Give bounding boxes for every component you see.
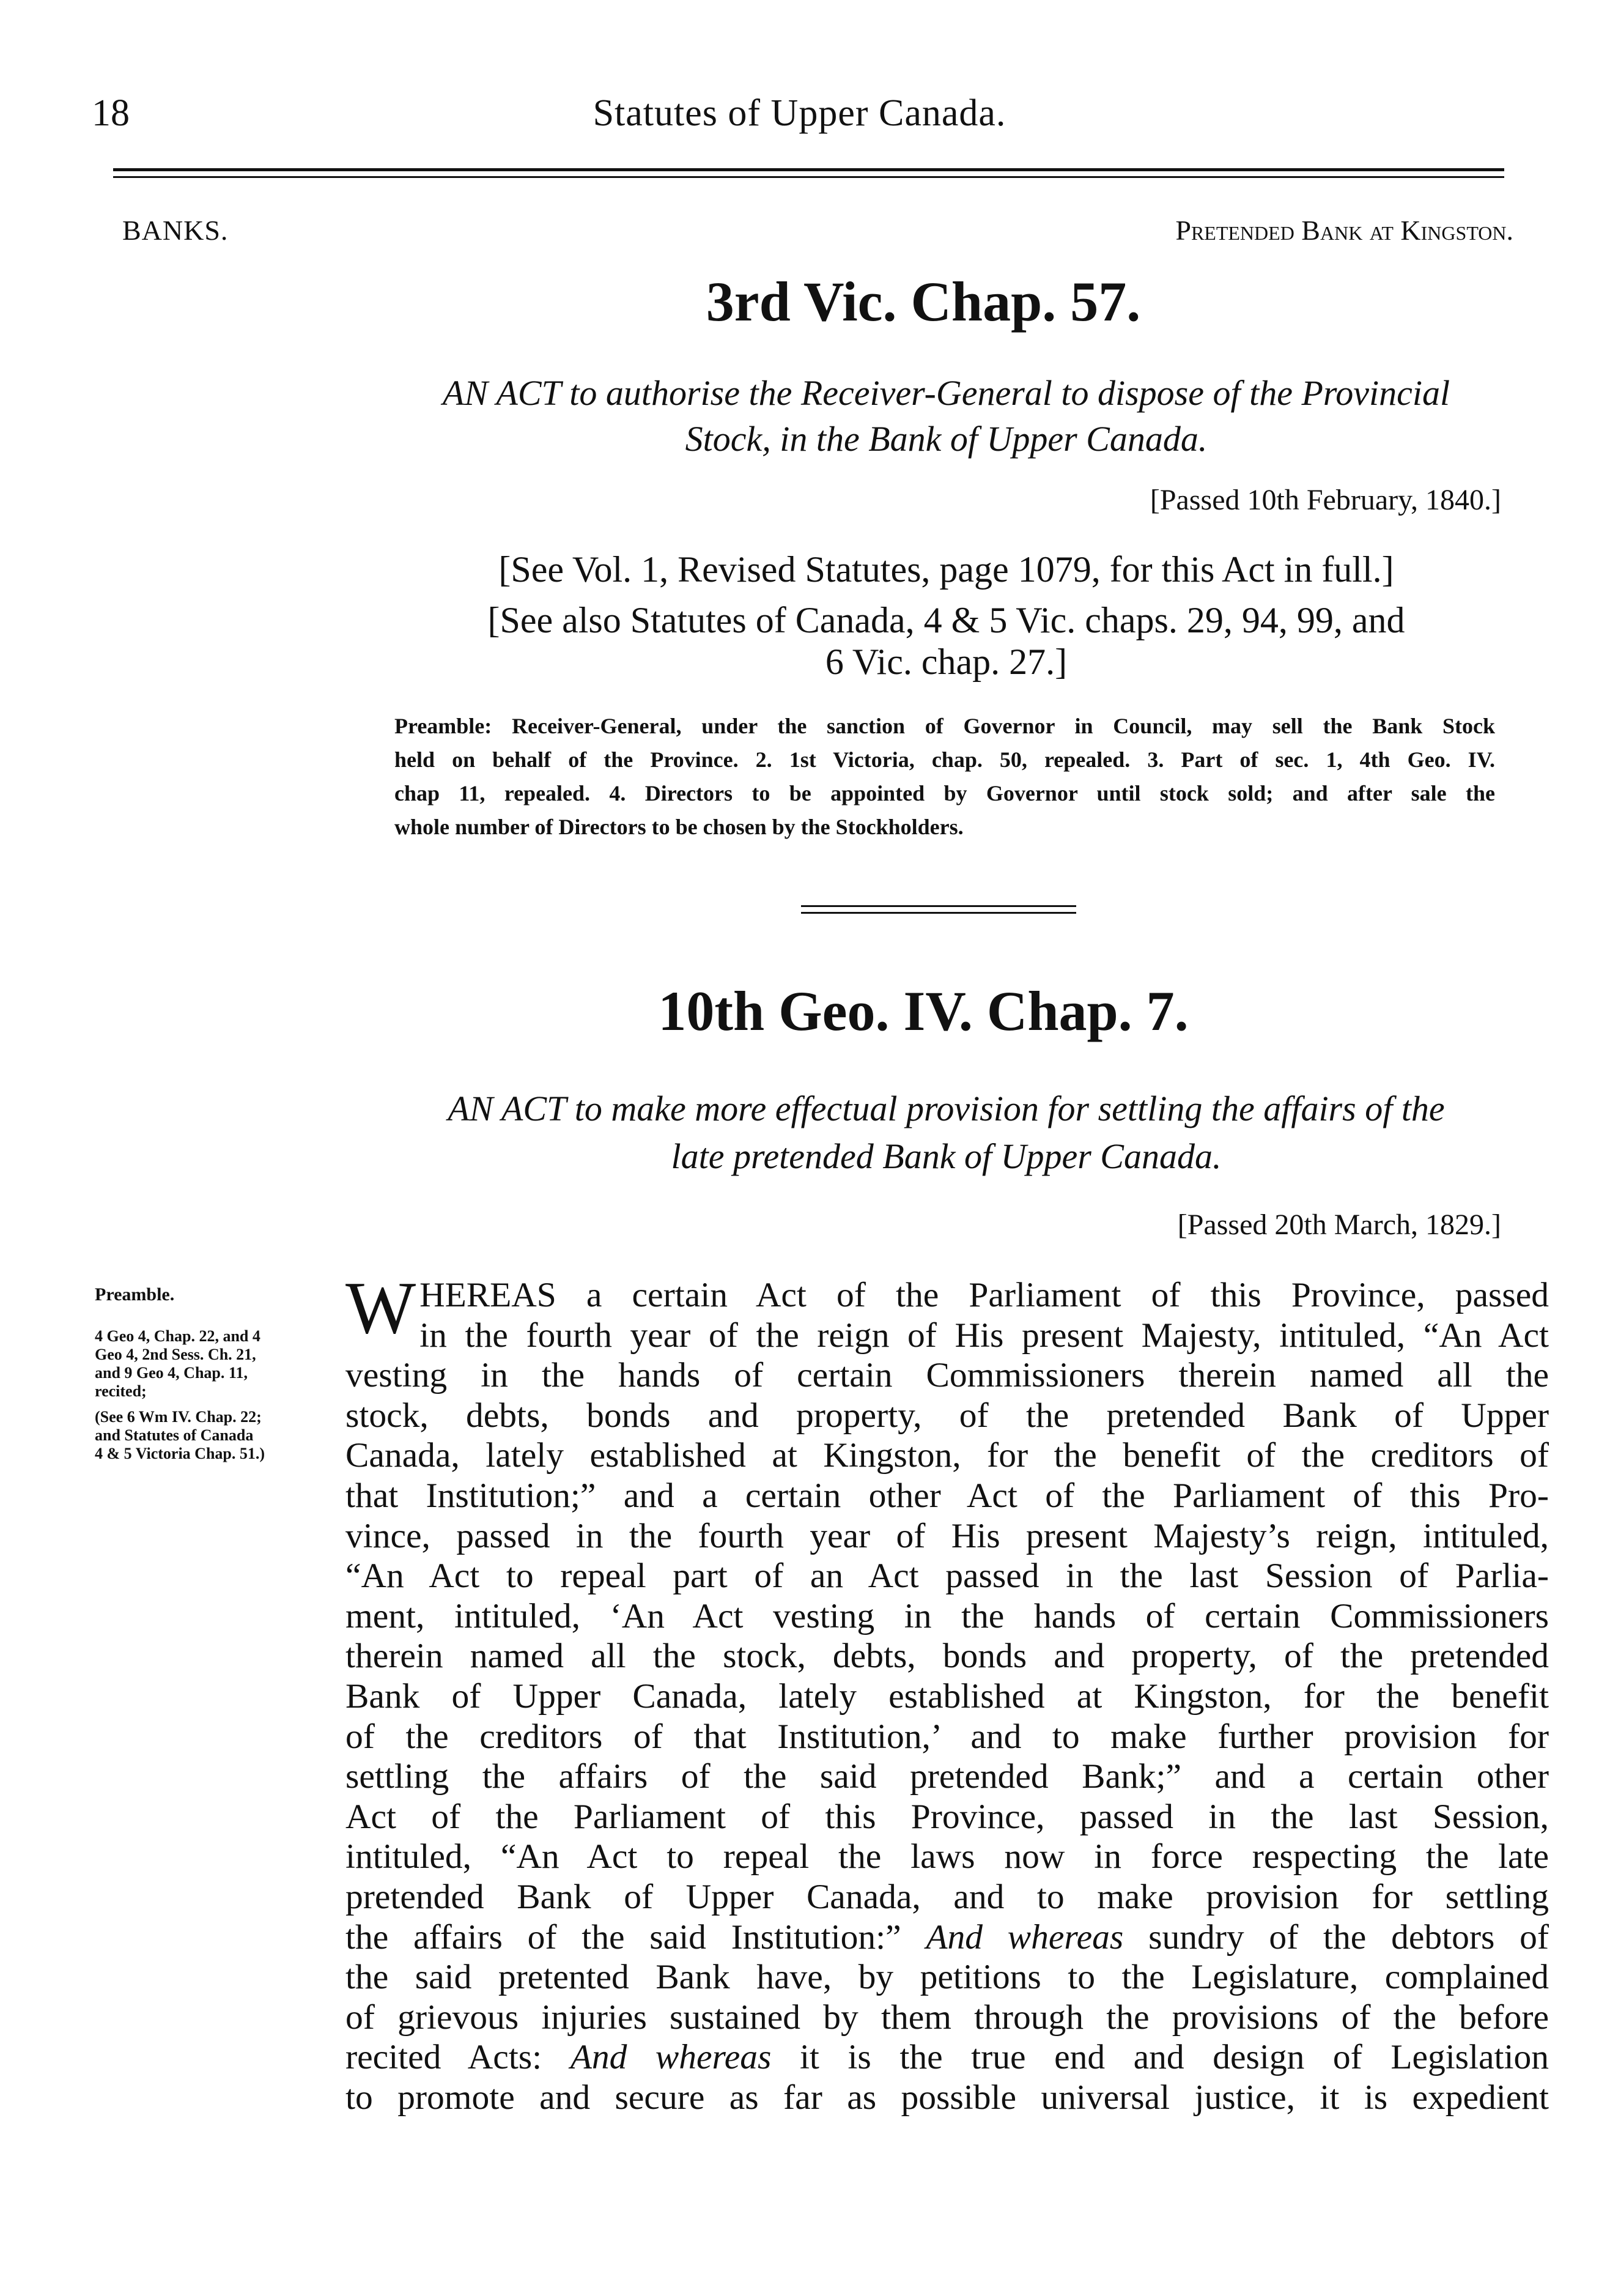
- page-number: 18: [92, 92, 130, 134]
- margin-note-recited: [95, 1327, 339, 1401]
- body-line: in the fourth year of the reign of His present Majesty, intituled, “An Act: [419, 1316, 1549, 1355]
- act1-see-note-1: [See Vol. 1, Revised Statutes, page 1079, for this Act in full.]: [498, 549, 1394, 590]
- body-line-text: it is the true end and design of Legislation: [799, 2038, 1549, 2077]
- act1-summary: [394, 709, 1495, 844]
- body-line: Act of the Parliament of this Province, passed in the last Session,: [345, 1797, 1549, 1836]
- body-line: to promote and secure as far as possible universal justice, it is expedient: [345, 2078, 1549, 2117]
- body-italic: And whereas: [570, 2038, 772, 2077]
- body-line: [345, 1917, 1549, 1958]
- act1-chapter-heading: 3rd Vic. Chap. 57.: [706, 270, 1141, 333]
- right-topic: Pretended Bank at Kingston.: [1175, 215, 1513, 246]
- body-line: vince, passed in the fourth year of His present Majesty’s reign, intituled,: [345, 1516, 1549, 1555]
- act2-title-line1: AN ACT to make more effectual provision for settling the affairs of the: [448, 1089, 1445, 1128]
- body-line: “An Act to repeal part of an Act passed in the last Session of Parlia-: [345, 1557, 1549, 1596]
- margin-note-line: (See 6 Wm IV. Chap. 22;: [95, 1408, 262, 1426]
- margin-note-see: [95, 1408, 339, 1463]
- act1-title-line1: AN ACT to authorise the Receiver-General to dispose of the Provincial: [442, 373, 1450, 413]
- body-line: Bank of Upper Canada, lately established at Kingston, for the benefit: [345, 1676, 1549, 1716]
- act1-see-note-2: [See also Statutes of Canada, 4 & 5 Vic. chaps. 29, 94, 99, and: [487, 600, 1405, 640]
- margin-note-line: Geo 4, 2nd Sess. Ch. 21,: [95, 1346, 256, 1363]
- act2-chapter-heading: 10th Geo. IV. Chap. 7.: [658, 980, 1189, 1042]
- summary-line: held on behalf of the Province. 2. 1st Victoria, chap. 50, repealed. 3. Part of sec. 1, 4th Geo. IV.: [394, 747, 1495, 772]
- margin-note-line: recited;: [95, 1382, 147, 1400]
- act2-title-line2: late pretended Bank of Upper Canada.: [671, 1136, 1222, 1176]
- section-divider: [801, 905, 1076, 914]
- act1-see-note-3: 6 Vic. chap. 27.]: [825, 642, 1068, 682]
- act1-passed-date: [Passed 10th February, 1840.]: [1150, 484, 1501, 516]
- body-line-text: sundry of the debtors of: [1148, 1917, 1549, 1957]
- body-line-text: the affairs of the said Institution:”: [345, 1917, 901, 1957]
- act2-passed-date: [Passed 20th March, 1829.]: [1177, 1209, 1501, 1241]
- margin-note-line: and 9 Geo 4, Chap. 11,: [95, 1364, 248, 1382]
- body-line: the said pretented Bank have, by petitions to the Legislature, complained: [345, 1958, 1549, 1997]
- body-line-text: recited Acts:: [345, 2038, 542, 2077]
- body-line: therein named all the stock, debts, bonds and property, of the pretended: [345, 1637, 1549, 1676]
- body-line: that Institution;” and a certain other Act of the Parliament of this Pro-: [345, 1476, 1549, 1515]
- body-line: settling the affairs of the said pretended Bank;” and a certain other: [345, 1757, 1549, 1796]
- summary-line: whole number of Directors to be chosen by the Stockholders.: [394, 815, 964, 839]
- body-line: intituled, “An Act to repeal the laws now in force respecting the late: [345, 1837, 1549, 1876]
- summary-line: Preamble: Receiver-General, under the sanction of Governor in Council, may sell the Bank Stock: [394, 714, 1495, 738]
- margin-note-line: 4 & 5 Victoria Chap. 51.): [95, 1445, 265, 1462]
- margin-notes: [95, 1284, 339, 1463]
- body-line: ment, intituled, ‘An Act vesting in the hands of certain Commissioners: [345, 1596, 1549, 1635]
- margin-note-preamble: Preamble.: [95, 1284, 175, 1305]
- summary-line: chap 11, repealed. 4. Directors to be appointed by Governor until stock sold; and after sale the: [394, 781, 1495, 805]
- body-line: of grievous injuries sustained by them through the provisions of the before: [345, 1998, 1549, 2037]
- margin-note-line: 4 Geo 4, Chap. 22, and 4: [95, 1327, 260, 1345]
- margin-note-line: and Statutes of Canada: [95, 1426, 254, 1444]
- body-line: vesting in the hands of certain Commissioners therein named all the: [345, 1356, 1549, 1395]
- body-italic: And whereas: [926, 1917, 1124, 1957]
- act2-body: [345, 1267, 1549, 2117]
- body-line: of the creditors of that Institution,’ and to make further provision for: [345, 1717, 1549, 1756]
- margin-topic: BANKS.: [122, 215, 229, 246]
- drop-cap: W: [345, 1267, 416, 1349]
- body-line: Canada, lately established at Kingston, for the benefit of the creditors of: [345, 1436, 1549, 1475]
- header-rule: [113, 168, 1504, 178]
- body-line: [345, 2037, 1549, 2078]
- act1-title-line2: Stock, in the Bank of Upper Canada.: [685, 419, 1208, 459]
- body-line: stock, debts, bonds and property, of the pretended Bank of Upper: [345, 1396, 1549, 1435]
- body-line: pretended Bank of Upper Canada, and to make provision for settling: [345, 1877, 1549, 1916]
- body-line: HEREAS a certain Act of the Parliament of this Province, passed: [419, 1276, 1549, 1314]
- running-title: Statutes of Upper Canada.: [593, 92, 1006, 134]
